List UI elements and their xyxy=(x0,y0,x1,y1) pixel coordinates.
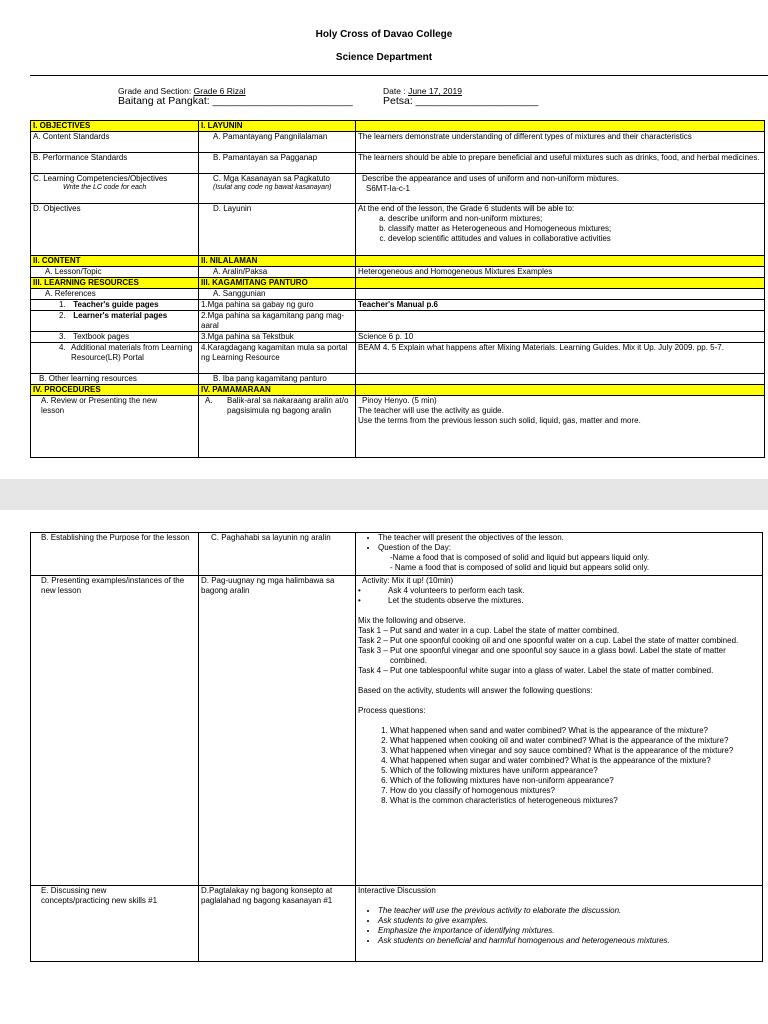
learners-material-row xyxy=(31,311,765,332)
objective-item: c. develop scientific attitudes and values in collaborative activities xyxy=(388,234,762,244)
learners-material-cell xyxy=(31,311,199,332)
objective-item: a. describe uniform and non-uniform mixtures; xyxy=(388,214,762,224)
lr-portal-cell xyxy=(31,343,199,374)
purpose-fil: C. Paghahabi sa layunin ng aralin xyxy=(199,533,356,576)
process-question: 2. What happened when cooking oil and water combined? What is the appearance of the mixture? xyxy=(390,736,760,746)
header-rule xyxy=(30,75,768,76)
task-item: Task 4 – Put one tablespoonful white sugar into a glass of water. Label the state of matter combined. xyxy=(358,666,714,675)
activity-step-text: Let the students observe the mixtures. xyxy=(388,596,524,605)
objectives-heading: I. OBJECTIVES xyxy=(31,121,199,132)
pamamaraan-heading: IV. PAMAMARAAN xyxy=(199,385,356,396)
nilalaman-heading: II. NILALAMAN xyxy=(199,256,356,267)
other-resources-label: B. Other learning resources xyxy=(31,374,199,385)
performance-standards-value: The learners should be able to prepare beneficial and useful mixtures such as drinks, food, and herbal medicines. xyxy=(356,153,765,174)
lr-portal-fil: 4.Karagdagang kagamitan mula sa portal ng Learning Resource xyxy=(199,343,356,374)
objectives-header-row xyxy=(31,121,765,132)
page-2 xyxy=(0,510,768,1024)
other-resources-fil: B. Iba pang kagamitang panturo xyxy=(199,374,356,385)
school-name: Holy Cross of Davao College xyxy=(315,29,453,40)
content-standards-label: A. Content Standards xyxy=(31,132,199,153)
content-standards-value: The learners demonstrate understanding of different types of mixtures and their characteristics xyxy=(356,132,765,153)
date-label: Date : xyxy=(383,86,406,96)
other-resources-row xyxy=(31,374,765,385)
performance-standards-label: B. Performance Standards xyxy=(31,153,199,174)
process-question: 3. What happened when vinegar and soy sauce combined? What is the appearance of the mixture? xyxy=(390,746,760,756)
content-standards-fil: A. Pamantayang Pangnilalaman xyxy=(199,132,356,153)
textbook-num: 3. xyxy=(59,332,66,341)
purpose-list xyxy=(358,533,760,553)
lesson-topic-value: Heterogeneous and Homogeneous Mixtures Examples xyxy=(356,267,765,278)
procedures-header-row xyxy=(31,385,765,396)
lr-portal-value: BEAM 4. 5 Explain what happens after Mixing Materials. Learning Guides. Mix it Up. July 2009. pp. 5-7. xyxy=(356,343,765,374)
review-guide: The teacher will use the activity as guide. xyxy=(358,406,504,415)
discuss-value-cell xyxy=(356,886,763,962)
review-label: A. Review or Presenting the new lesson xyxy=(31,396,199,458)
competencies-fil-cell xyxy=(199,174,356,204)
teachers-guide-label: Teacher's guide pages xyxy=(73,300,159,309)
task-item: Task 3 – Put one spoonful vinegar and one spoonful soy sauce in a glass bowl. Label the state of matter combined. xyxy=(358,646,726,665)
discuss-item: • Emphasize the importance of identifying mixtures. xyxy=(378,926,760,936)
purpose-bullet: • The teacher will present the objectives of the lesson. xyxy=(378,533,760,543)
lr-portal-num: 4. xyxy=(59,343,66,352)
teachers-guide-num: 1. xyxy=(59,300,66,309)
review-activity: Pinoy Henyo. (5 min) xyxy=(362,396,437,405)
discuss-item: • Ask students on beneficial and harmful homogenous and heterogeneous mixtures. xyxy=(378,936,760,946)
references-label: A. References xyxy=(31,289,199,300)
learners-material-num: 2. xyxy=(59,311,66,320)
review-terms: Use the terms from the previous lesson such solid, liquid, gas, matter and more. xyxy=(358,416,641,425)
teachers-guide-value: Teacher's Manual p.6 xyxy=(356,300,765,311)
lr-portal-row xyxy=(31,343,765,374)
lr-portal-label: Additional materials from Learning Resource(LR) Portal xyxy=(71,343,193,362)
textbook-value: Science 6 p. 10 xyxy=(356,332,765,343)
page-1 xyxy=(0,0,768,479)
process-question: 1. What happened when sand and water combined? What is the appearance of the mixture? xyxy=(390,726,760,736)
activity-step-text: Ask 4 volunteers to perform each task. xyxy=(388,586,525,595)
objectives-row xyxy=(31,204,765,256)
competencies-fil: C. Mga Kasanayan sa Pagkatuto xyxy=(213,174,330,183)
process-question: 5. Which of the following mixtures have uniform appearance? xyxy=(390,766,760,776)
competencies-fil-note: (Isulat ang code ng bawat kasanayan) xyxy=(213,184,332,191)
discuss-row xyxy=(31,886,763,962)
process-question: 7. How do you classify of homogenous mixtures? xyxy=(390,786,760,796)
competency-code: S6MT-Ia-c-1 xyxy=(366,184,411,193)
task-item: Task 1 – Put sand and water in a cup. Label the state of matter combined. xyxy=(358,626,620,635)
mix-intro: Mix the following and observe. xyxy=(358,616,466,625)
competencies-note: Write the LC code for each xyxy=(63,184,147,191)
competencies-row xyxy=(31,174,765,204)
grade-label: Grade and Section: xyxy=(118,86,192,96)
teachers-guide-row xyxy=(31,300,765,311)
objectives-value-cell xyxy=(356,204,765,256)
lesson-topic-row xyxy=(31,267,765,278)
content-standards-row xyxy=(31,132,765,153)
task-item: Task 2 – Put one spoonful cooking oil and one spoonful water on a cup. Label the state of matter combined. xyxy=(358,636,739,645)
performance-standards-fil: B. Pamantayan sa Pagganap xyxy=(199,153,356,174)
competencies-label: C. Learning Competencies/Objectives xyxy=(33,174,168,183)
examples-value-cell xyxy=(356,576,763,886)
purpose-question: -Name a food that is composed of solid and liquid but appears liquid only. xyxy=(390,553,650,562)
review-row xyxy=(31,396,765,458)
purpose-value-cell xyxy=(356,533,763,576)
objectives-fil: D. Layunin xyxy=(199,204,356,256)
learners-material-label: Learner's material pages xyxy=(73,311,168,320)
textbook-fil: 3.Mga pahina sa Tekstbuk xyxy=(199,332,356,343)
purpose-row xyxy=(31,533,763,576)
content-header-row xyxy=(31,256,765,267)
department-name: Science Department xyxy=(335,52,433,63)
purpose-question: - Name a food that is composed of solid and liquid but appears solid only. xyxy=(390,563,650,572)
process-questions-label: Process questions: xyxy=(358,706,426,715)
performance-standards-row xyxy=(31,153,765,174)
learners-material-fil: 2.Mga pahina sa kagamitang pang mag-aaral xyxy=(199,311,356,332)
procedures-heading: IV. PROCEDURES xyxy=(31,385,199,396)
activity-step: • Ask 4 volunteers to perform each task. xyxy=(358,586,525,595)
activity-step: • Let the students observe the mixtures. xyxy=(358,596,524,605)
process-question: 4. What happened when sugar and water combined? What is the appearance of the mixture? xyxy=(390,756,760,766)
aralin-paksa-label: A. Aralin/Paksa xyxy=(199,267,356,278)
examples-label: D. Presenting examples/instances of the new lesson xyxy=(31,576,199,886)
discuss-label: E. Discussing new concepts/practicing new skills #1 xyxy=(31,886,199,962)
objectives-intro: At the end of the lesson, the Grade 6 students will be able to: xyxy=(358,204,575,213)
process-questions-list xyxy=(358,726,760,806)
discuss-list xyxy=(358,906,760,946)
based-on-activity: Based on the activity, students will answer the following questions: xyxy=(358,686,593,695)
objectives-label: D. Objectives xyxy=(31,204,199,256)
review-value-cell xyxy=(356,396,765,458)
lesson-topic-label: A. Lesson/Topic xyxy=(31,267,199,278)
discuss-item: • Ask students to give examples. xyxy=(378,916,760,926)
process-question: 8. What is the common characteristics of heterogeneous mixtures? xyxy=(390,796,760,806)
competencies-value: Describe the appearance and uses of uniform and non-uniform mixtures. xyxy=(362,174,620,183)
competencies-cell xyxy=(31,174,199,204)
process-question: 6. Which of the following mixtures have non-uniform appearance? xyxy=(390,776,760,786)
resources-heading: III. LEARNING RESOURCES xyxy=(31,278,199,289)
references-row xyxy=(31,289,765,300)
date-value: June 17, 2019 xyxy=(408,86,462,96)
examples-fil: D. Pag-uugnay ng mga halimbawa sa bagong aralin xyxy=(199,576,356,886)
purpose-label: B. Establishing the Purpose for the lesson xyxy=(31,533,199,576)
lesson-plan-table-2 xyxy=(30,532,763,962)
competencies-value-cell xyxy=(356,174,765,204)
content-heading: II. CONTENT xyxy=(31,256,199,267)
objectives-list xyxy=(358,214,762,244)
resources-header-row xyxy=(31,278,765,289)
review-fil: Balik-aral sa nakaraang aralin at/o pagsisimula ng bagong aralin xyxy=(227,396,349,415)
discuss-fil: D.Pagtalakay ng bagong konsepto at paglalahad ng bagong kasanayan #1 xyxy=(199,886,356,962)
sanggunian-label: A. Sanggunian xyxy=(199,289,356,300)
review-fil-letter: A. xyxy=(205,396,213,405)
grade-value: Grade 6 Rizal xyxy=(193,86,246,96)
lesson-plan-table-1 xyxy=(30,120,765,458)
discuss-item: • The teacher will use the previous activity to elaborate the discussion. xyxy=(378,906,760,916)
textbook-cell xyxy=(31,332,199,343)
interactive-discussion: Interactive Discussion xyxy=(358,886,436,895)
teachers-guide-cell xyxy=(31,300,199,311)
petsa-label: Petsa: _____________________ xyxy=(383,95,539,107)
textbook-row xyxy=(31,332,765,343)
purpose-bullet: • Question of the Day: xyxy=(378,543,760,553)
layunin-heading: I. LAYUNIN xyxy=(199,121,356,132)
activity-title: Activity: Mix it up! (10min) xyxy=(362,576,454,585)
objective-item: b. classify matter as Heterogeneous and Homogeneous mixtures; xyxy=(388,224,762,234)
review-fil-cell xyxy=(199,396,356,458)
kagamitang-heading: III. KAGAMITANG PANTURO xyxy=(199,278,356,289)
baitang-label: Baitang at Pangkat: ________________________ xyxy=(118,95,353,107)
examples-row xyxy=(31,576,763,886)
teachers-guide-fil: 1.Mga pahina sa gabay ng guro xyxy=(199,300,356,311)
textbook-label: Textbook pages xyxy=(73,332,130,341)
